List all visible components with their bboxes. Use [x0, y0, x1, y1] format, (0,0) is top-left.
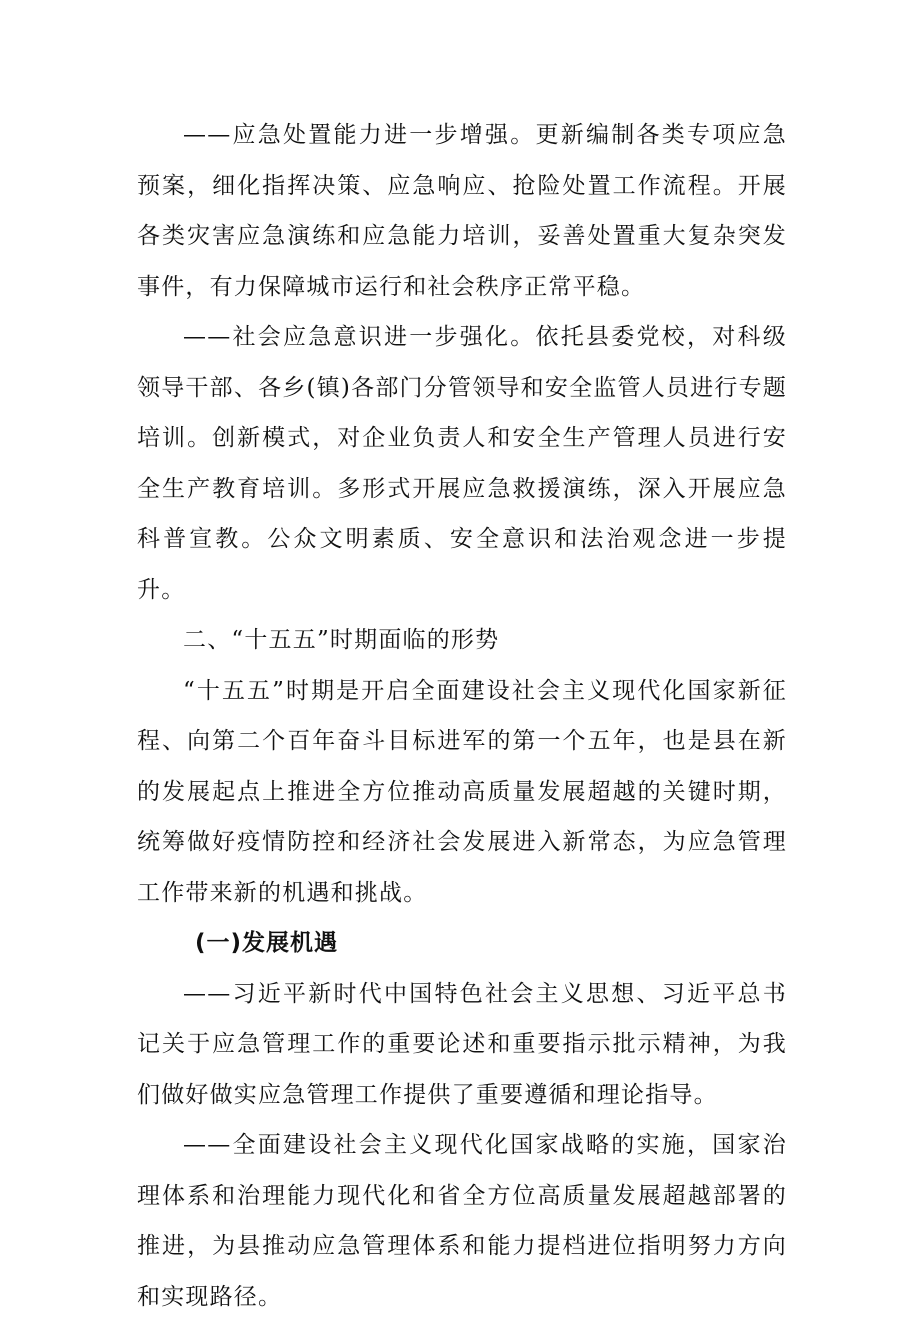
document-body [137, 110, 787, 1322]
paragraph-emergency-response: ——应急处置能力进一步增强。更新编制各类专项应急预案，细化指挥决策、应急响应、抢险处置工作流程。开展各类灾害应急演练和应急能力培训，妥善处置重大复杂突发事件，有力保障城市运行和社会秩序正常平稳。 [137, 122, 787, 300]
section-heading-situation: 二、“十五五”时期面临的形势 [183, 627, 500, 653]
paragraph-period-overview: “十五五”时期是开启全面建设社会主义现代化国家新征程、向第二个百年奋斗目标进军的第一个五年，也是县在新的发展起点上推进全方位推动高质量发展超越的关键时期，统筹做好疫情防控和经济社会发展进入新常态，为应急管理工作带来新的机遇和挑战。 [137, 677, 787, 906]
paragraph-guiding-thought: ——习近平新时代中国特色社会主义思想、习近平总书记关于应急管理工作的重要论述和重要指示批示精神，为我们做好做实应急管理工作提供了重要遵循和理论指导。 [137, 980, 787, 1108]
subheading-development-opportunity: (一)发展机遇 [195, 930, 339, 956]
paragraph-social-awareness: ——社会应急意识进一步强化。依托县委党校，对科级领导干部、各乡(镇)各部门分管领导和安全监管人员进行专题培训。创新模式，对企业负责人和安全生产管理人员进行安全生产教育培训。多形式开展应急救援演练，深入开展应急科普宣教。公众文明素质、安全意识和法治观念进一步提升。 [137, 324, 787, 603]
paragraph-national-strategy: ——全面建设社会主义现代化国家战略的实施，国家治理体系和治理能力现代化和省全方位高质量发展超越部署的推进，为县推动应急管理体系和能力提档进位指明努力方向和实现路径。 [137, 1132, 787, 1310]
